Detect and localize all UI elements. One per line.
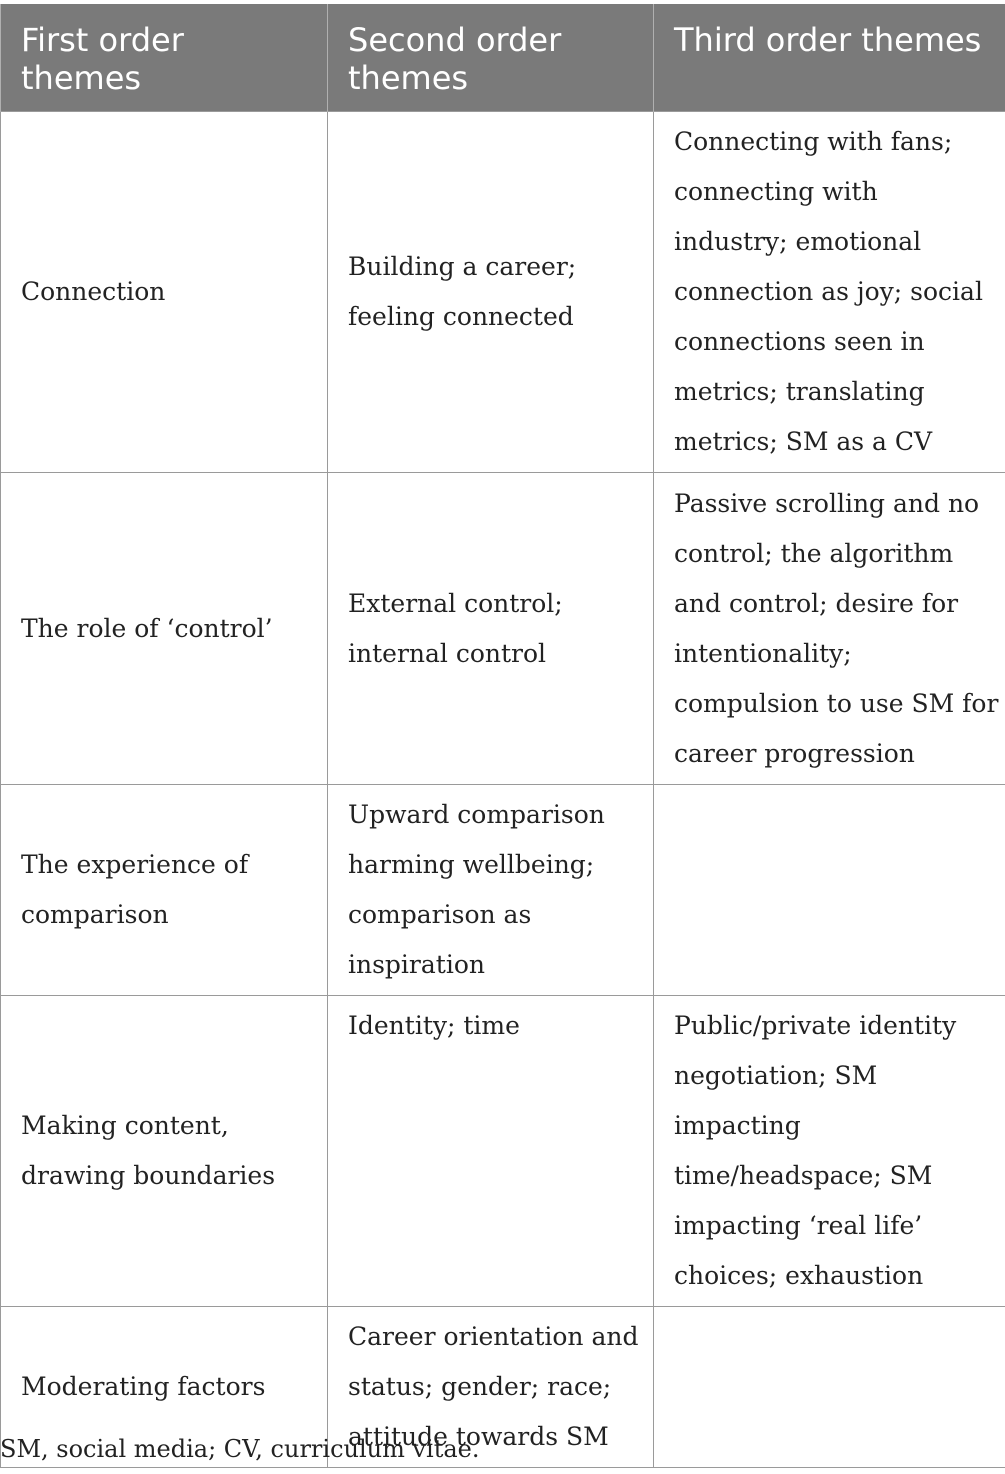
first-order-cell: Moderating factors [1, 1307, 328, 1468]
first-order-cell: Connection [1, 112, 328, 473]
header-row [1, 4, 1005, 112]
third-order-cell: Connecting with fans; connecting with industry; emotional connection as joy; social connections seen in metrics; translating metrics; SM as a CV [654, 112, 1005, 473]
header-third-order-themes: Third order themes [654, 4, 1005, 112]
themes-table [0, 4, 1005, 1468]
first-order-cell: Making content, drawing boundaries [1, 996, 328, 1307]
first-order-cell: The role of ‘control’ [1, 473, 328, 785]
header-second-order-themes: Second order themes [328, 4, 654, 112]
table-row [1, 996, 1005, 1307]
second-order-cell: Building a career; feeling connected [328, 112, 654, 473]
table-body [1, 112, 1005, 1468]
second-order-cell: External control; internal control [328, 473, 654, 785]
third-order-cell [654, 1307, 1005, 1468]
second-order-cell: Career orientation and status; gender; race; attitude towards SM [328, 1307, 654, 1468]
header-first-order-themes: First order themes [1, 4, 328, 112]
third-order-cell [654, 785, 1005, 996]
table-row [1, 785, 1005, 996]
second-order-cell: Upward comparison harming wellbeing; comparison as inspiration [328, 785, 654, 996]
second-order-cell: Identity; time [328, 996, 654, 1307]
table-footnote: SM, social media; CV, curriculum vitae. [0, 1435, 480, 1463]
first-order-cell: The experience of comparison [1, 785, 328, 996]
third-order-cell: Public/private identity negotiation; SM impacting time/headspace; SM impacting ‘real life’ choices; exhaustion [654, 996, 1005, 1307]
table-row [1, 473, 1005, 785]
table-header [1, 4, 1005, 112]
table-row [1, 112, 1005, 473]
third-order-cell: Passive scrolling and no control; the algorithm and control; desire for intentionality; compulsion to use SM for career progression [654, 473, 1005, 785]
